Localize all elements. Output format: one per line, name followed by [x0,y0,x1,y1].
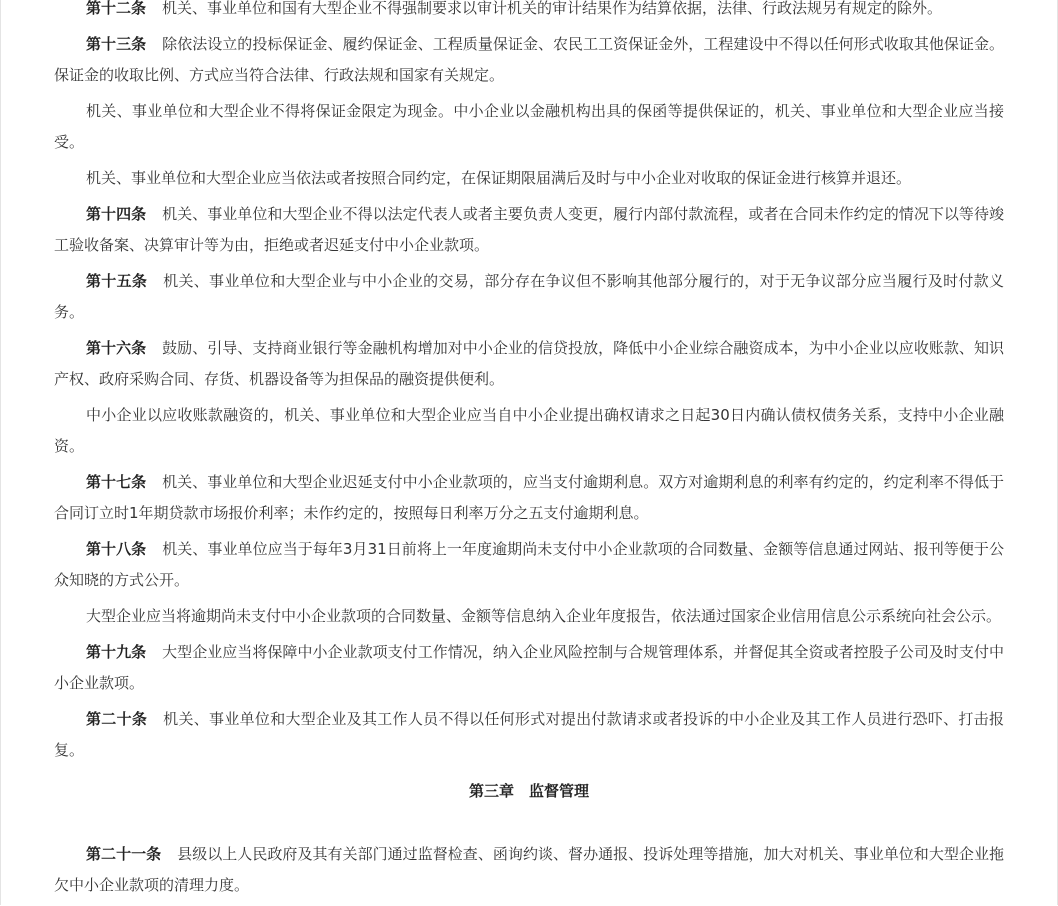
article-text: 大型企业应当将逾期尚未支付中小企业款项的合同数量、金额等信息纳入企业年度报告，依法通过国家企业信用信息公示系统向社会公示。 [86,607,1002,625]
article-text: 机关、事业单位和大型企业不得将保证金限定为现金。中小企业以金融机构出具的保函等提供保证的，机关、事业单位和大型企业应当接受。 [54,102,1004,151]
articles-section [54,0,1004,766]
article-number: 第十五条 [86,272,148,290]
article-number: 第十八条 [86,540,147,558]
article-paragraph [54,29,1004,91]
article-text: 机关、事业单位应当于每年3月31日前将上一年度逾期尚未支付中小企业款项的合同数量、金额等信息通过网站、报刊等便于公众知晓的方式公开。 [54,540,1004,589]
continuation-paragraph [54,96,1004,158]
article-paragraph [54,704,1004,766]
regulation-body [54,0,1004,894]
article-text: 机关、事业单位和大型企业应当依法或者按照合同约定，在保证期限届满后及时与中小企业对收取的保证金进行核算并退还。 [86,169,912,187]
article-paragraph [54,637,1004,699]
article-number: 第十七条 [86,473,147,491]
continuation-paragraph [54,400,1004,462]
article-paragraph [54,534,1004,596]
article-number: 第十二条 [86,0,147,17]
article-text: 除依法设立的投标保证金、履约保证金、工程质量保证金、农民工工资保证金外，工程建设中不得以任何形式收取其他保证金。保证金的收取比例、方式应当符合法律、行政法规和国家有关规定。 [54,35,1004,84]
article-number: 第十六条 [86,339,147,357]
article-text: 机关、事业单位和大型企业不得以法定代表人或者主要负责人变更，履行内部付款流程，或者在合同未作约定的情况下以等待竣工验收备案、决算审计等为由，拒绝或者迟延支付中小企业款项。 [54,205,1004,254]
article-text: 鼓励、引导、支持商业银行等金融机构增加对中小企业的信贷投放，降低中小企业综合融资成本，为中小企业以应收账款、知识产权、政府采购合同、存货、机器设备等为担保品的融资提供便利。 [54,339,1004,388]
continuation-paragraph [54,163,1004,194]
article-number: 第十九条 [86,643,147,661]
article-text: 县级以上人民政府及其有关部门通过监督检查、函询约谈、督办通报、投诉处理等措施，加大对机关、事业单位和大型企业拖欠中小企业款项的清理力度。 [54,845,1004,894]
article-number: 第十三条 [86,35,147,53]
article-text: 机关、事业单位和大型企业及其工作人员不得以任何形式对提出付款请求或者投诉的中小企业及其工作人员进行恐吓、打击报复。 [54,710,1004,759]
article-number: 第二十条 [86,710,148,728]
article-number: 第二十一条 [86,845,162,863]
article-text: 中小企业以应收账款融资的，机关、事业单位和大型企业应当自中小企业提出确权请求之日起30日内确认债权债务关系，支持中小企业融资。 [54,406,1004,455]
article-text: 机关、事业单位和国有大型企业不得强制要求以审计机关的审计结果作为结算依据，法律、行政法规另有规定的除外。 [162,0,943,17]
article-paragraph [54,199,1004,261]
chapter-heading: 第三章 监督管理 [468,782,589,800]
article-paragraph [54,266,1004,328]
article-paragraph [54,467,1004,529]
article-text: 大型企业应当将保障中小企业款项支付工作情况，纳入企业风险控制与合规管理体系，并督促其全资或者控股子公司及时支付中小企业款项。 [54,643,1004,692]
continuation-paragraph [54,601,1004,632]
article-paragraph [54,333,1004,395]
article-text: 机关、事业单位和大型企业与中小企业的交易，部分存在争议但不影响其他部分履行的，对于无争议部分应当履行及时付款义务。 [54,272,1004,321]
article-paragraph [54,839,1004,901]
article-text: 机关、事业单位和大型企业迟延支付中小企业款项的，应当支付逾期利息。双方对逾期利息的利率有约定的，约定利率不得低于合同订立时1年期贷款市场报价利率；未作约定的，按照每日利率万分之五支付逾期利息。 [54,473,1004,522]
article-number: 第十四条 [86,205,147,223]
articles-section-chapter-3 [54,839,1004,906]
article-paragraph [54,0,1004,24]
